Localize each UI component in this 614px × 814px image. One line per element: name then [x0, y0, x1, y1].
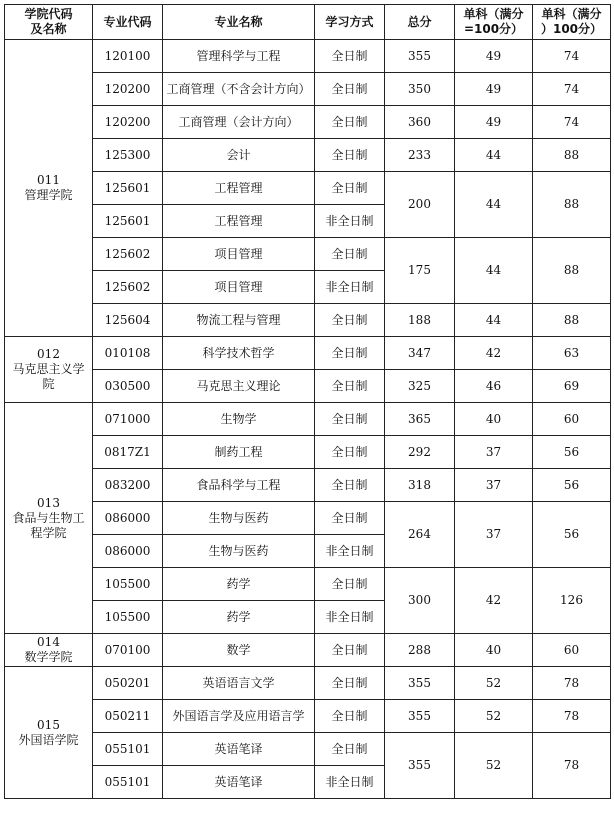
table-body	[5, 40, 611, 799]
major-name-cell: 项目管理	[163, 271, 315, 304]
single-150-cell: 60	[533, 634, 611, 667]
study-mode-cell: 全日制	[315, 73, 385, 106]
major-name-cell: 食品科学与工程	[163, 469, 315, 502]
study-mode-cell: 全日制	[315, 106, 385, 139]
total-score-cell: 347	[385, 337, 455, 370]
total-score-cell: 288	[385, 634, 455, 667]
single-150-cell: 126	[533, 568, 611, 634]
table-row	[5, 403, 611, 436]
single-150-cell: 74	[533, 73, 611, 106]
table-row	[5, 106, 611, 139]
single-100-cell: 37	[455, 469, 533, 502]
major-name-cell: 英语语言文学	[163, 667, 315, 700]
major-code-cell: 086000	[93, 535, 163, 568]
header-single-100: 单科（满分 =100分）	[455, 5, 533, 40]
major-code-cell: 083200	[93, 469, 163, 502]
total-score-cell: 233	[385, 139, 455, 172]
single-150-cell: 78	[533, 733, 611, 799]
study-mode-cell: 全日制	[315, 172, 385, 205]
major-code-cell: 030500	[93, 370, 163, 403]
major-code-cell: 105500	[93, 568, 163, 601]
study-mode-cell: 全日制	[315, 700, 385, 733]
table-row	[5, 733, 611, 766]
major-name-cell: 药学	[163, 568, 315, 601]
single-150-cell: 88	[533, 238, 611, 304]
table-row	[5, 238, 611, 271]
single-100-cell: 37	[455, 502, 533, 568]
header-single-150: 单科（满分 ）100分）	[533, 5, 611, 40]
major-code-cell: 086000	[93, 502, 163, 535]
total-score-cell: 355	[385, 40, 455, 73]
major-code-cell: 120200	[93, 106, 163, 139]
table-row	[5, 469, 611, 502]
major-code-cell: 125601	[93, 205, 163, 238]
single-100-cell: 52	[455, 667, 533, 700]
major-name-cell: 英语笔译	[163, 766, 315, 799]
single-100-cell: 52	[455, 733, 533, 799]
major-code-cell: 050201	[93, 667, 163, 700]
single-100-cell: 42	[455, 568, 533, 634]
single-100-cell: 44	[455, 139, 533, 172]
table-row	[5, 40, 611, 73]
single-150-cell: 88	[533, 139, 611, 172]
single-150-cell: 74	[533, 40, 611, 73]
single-100-cell: 46	[455, 370, 533, 403]
single-150-cell: 78	[533, 667, 611, 700]
college-cell: 013 食品与生物工程学院	[5, 403, 93, 634]
single-100-cell: 44	[455, 304, 533, 337]
study-mode-cell: 全日制	[315, 370, 385, 403]
table-row	[5, 634, 611, 667]
header-college: 学院代码 及名称	[5, 5, 93, 40]
total-score-cell: 300	[385, 568, 455, 634]
header-name: 专业名称	[163, 5, 315, 40]
header-row	[5, 5, 611, 40]
single-100-cell: 40	[455, 634, 533, 667]
total-score-cell: 325	[385, 370, 455, 403]
table-row	[5, 304, 611, 337]
major-code-cell: 105500	[93, 601, 163, 634]
single-150-cell: 78	[533, 700, 611, 733]
single-150-cell: 63	[533, 337, 611, 370]
study-mode-cell: 全日制	[315, 667, 385, 700]
major-code-cell: 055101	[93, 733, 163, 766]
major-code-cell: 055101	[93, 766, 163, 799]
study-mode-cell: 全日制	[315, 238, 385, 271]
major-name-cell: 生物与医药	[163, 502, 315, 535]
total-score-cell: 355	[385, 700, 455, 733]
total-score-cell: 188	[385, 304, 455, 337]
header-mode: 学习方式	[315, 5, 385, 40]
table-row	[5, 436, 611, 469]
single-100-cell: 49	[455, 106, 533, 139]
table-row	[5, 139, 611, 172]
college-cell: 014 数学学院	[5, 634, 93, 667]
major-name-cell: 马克思主义理论	[163, 370, 315, 403]
single-100-cell: 44	[455, 238, 533, 304]
major-name-cell: 外国语言学及应用语言学	[163, 700, 315, 733]
study-mode-cell: 非全日制	[315, 205, 385, 238]
major-name-cell: 会计	[163, 139, 315, 172]
single-150-cell: 88	[533, 172, 611, 238]
table-row	[5, 667, 611, 700]
study-mode-cell: 全日制	[315, 502, 385, 535]
study-mode-cell: 全日制	[315, 568, 385, 601]
single-100-cell: 49	[455, 73, 533, 106]
study-mode-cell: 全日制	[315, 403, 385, 436]
single-150-cell: 74	[533, 106, 611, 139]
single-100-cell: 49	[455, 40, 533, 73]
table-row	[5, 172, 611, 205]
single-150-cell: 60	[533, 403, 611, 436]
total-score-cell: 175	[385, 238, 455, 304]
study-mode-cell: 全日制	[315, 436, 385, 469]
total-score-cell: 360	[385, 106, 455, 139]
major-code-cell: 120200	[93, 73, 163, 106]
major-name-cell: 工商管理（不含会计方向）	[163, 73, 315, 106]
total-score-cell: 292	[385, 436, 455, 469]
total-score-cell: 355	[385, 667, 455, 700]
major-name-cell: 工商管理（会计方向）	[163, 106, 315, 139]
study-mode-cell: 非全日制	[315, 271, 385, 304]
college-cell: 015 外国语学院	[5, 667, 93, 799]
single-100-cell: 40	[455, 403, 533, 436]
table-row	[5, 700, 611, 733]
major-code-cell: 125602	[93, 271, 163, 304]
single-150-cell: 56	[533, 436, 611, 469]
major-name-cell: 科学技术哲学	[163, 337, 315, 370]
study-mode-cell: 全日制	[315, 139, 385, 172]
college-cell: 011 管理学院	[5, 40, 93, 337]
study-mode-cell: 全日制	[315, 40, 385, 73]
total-score-cell: 365	[385, 403, 455, 436]
major-name-cell: 管理科学与工程	[163, 40, 315, 73]
major-code-cell: 120100	[93, 40, 163, 73]
table-row	[5, 568, 611, 601]
major-name-cell: 生物学	[163, 403, 315, 436]
major-name-cell: 数学	[163, 634, 315, 667]
study-mode-cell: 非全日制	[315, 601, 385, 634]
major-name-cell: 制药工程	[163, 436, 315, 469]
college-cell: 012 马克思主义学院	[5, 337, 93, 403]
major-name-cell: 物流工程与管理	[163, 304, 315, 337]
major-code-cell: 070100	[93, 634, 163, 667]
total-score-cell: 318	[385, 469, 455, 502]
major-name-cell: 工程管理	[163, 172, 315, 205]
major-name-cell: 项目管理	[163, 238, 315, 271]
single-100-cell: 42	[455, 337, 533, 370]
single-150-cell: 69	[533, 370, 611, 403]
major-code-cell: 0817Z1	[93, 436, 163, 469]
total-score-cell: 264	[385, 502, 455, 568]
score-table	[4, 4, 611, 799]
major-name-cell: 生物与医药	[163, 535, 315, 568]
major-code-cell: 125602	[93, 238, 163, 271]
single-100-cell: 52	[455, 700, 533, 733]
study-mode-cell: 非全日制	[315, 535, 385, 568]
study-mode-cell: 全日制	[315, 733, 385, 766]
single-150-cell: 56	[533, 469, 611, 502]
table-row	[5, 337, 611, 370]
major-code-cell: 125300	[93, 139, 163, 172]
total-score-cell: 355	[385, 733, 455, 799]
major-code-cell: 125601	[93, 172, 163, 205]
header-code: 专业代码	[93, 5, 163, 40]
study-mode-cell: 全日制	[315, 469, 385, 502]
major-code-cell: 050211	[93, 700, 163, 733]
study-mode-cell: 全日制	[315, 634, 385, 667]
total-score-cell: 200	[385, 172, 455, 238]
study-mode-cell: 非全日制	[315, 766, 385, 799]
major-code-cell: 125604	[93, 304, 163, 337]
table-row	[5, 370, 611, 403]
total-score-cell: 350	[385, 73, 455, 106]
header-total: 总分	[385, 5, 455, 40]
major-name-cell: 工程管理	[163, 205, 315, 238]
major-name-cell: 药学	[163, 601, 315, 634]
major-code-cell: 010108	[93, 337, 163, 370]
table-row	[5, 502, 611, 535]
major-code-cell: 071000	[93, 403, 163, 436]
major-name-cell: 英语笔译	[163, 733, 315, 766]
single-100-cell: 44	[455, 172, 533, 238]
table-row	[5, 73, 611, 106]
single-150-cell: 56	[533, 502, 611, 568]
study-mode-cell: 全日制	[315, 337, 385, 370]
single-150-cell: 88	[533, 304, 611, 337]
single-100-cell: 37	[455, 436, 533, 469]
study-mode-cell: 全日制	[315, 304, 385, 337]
